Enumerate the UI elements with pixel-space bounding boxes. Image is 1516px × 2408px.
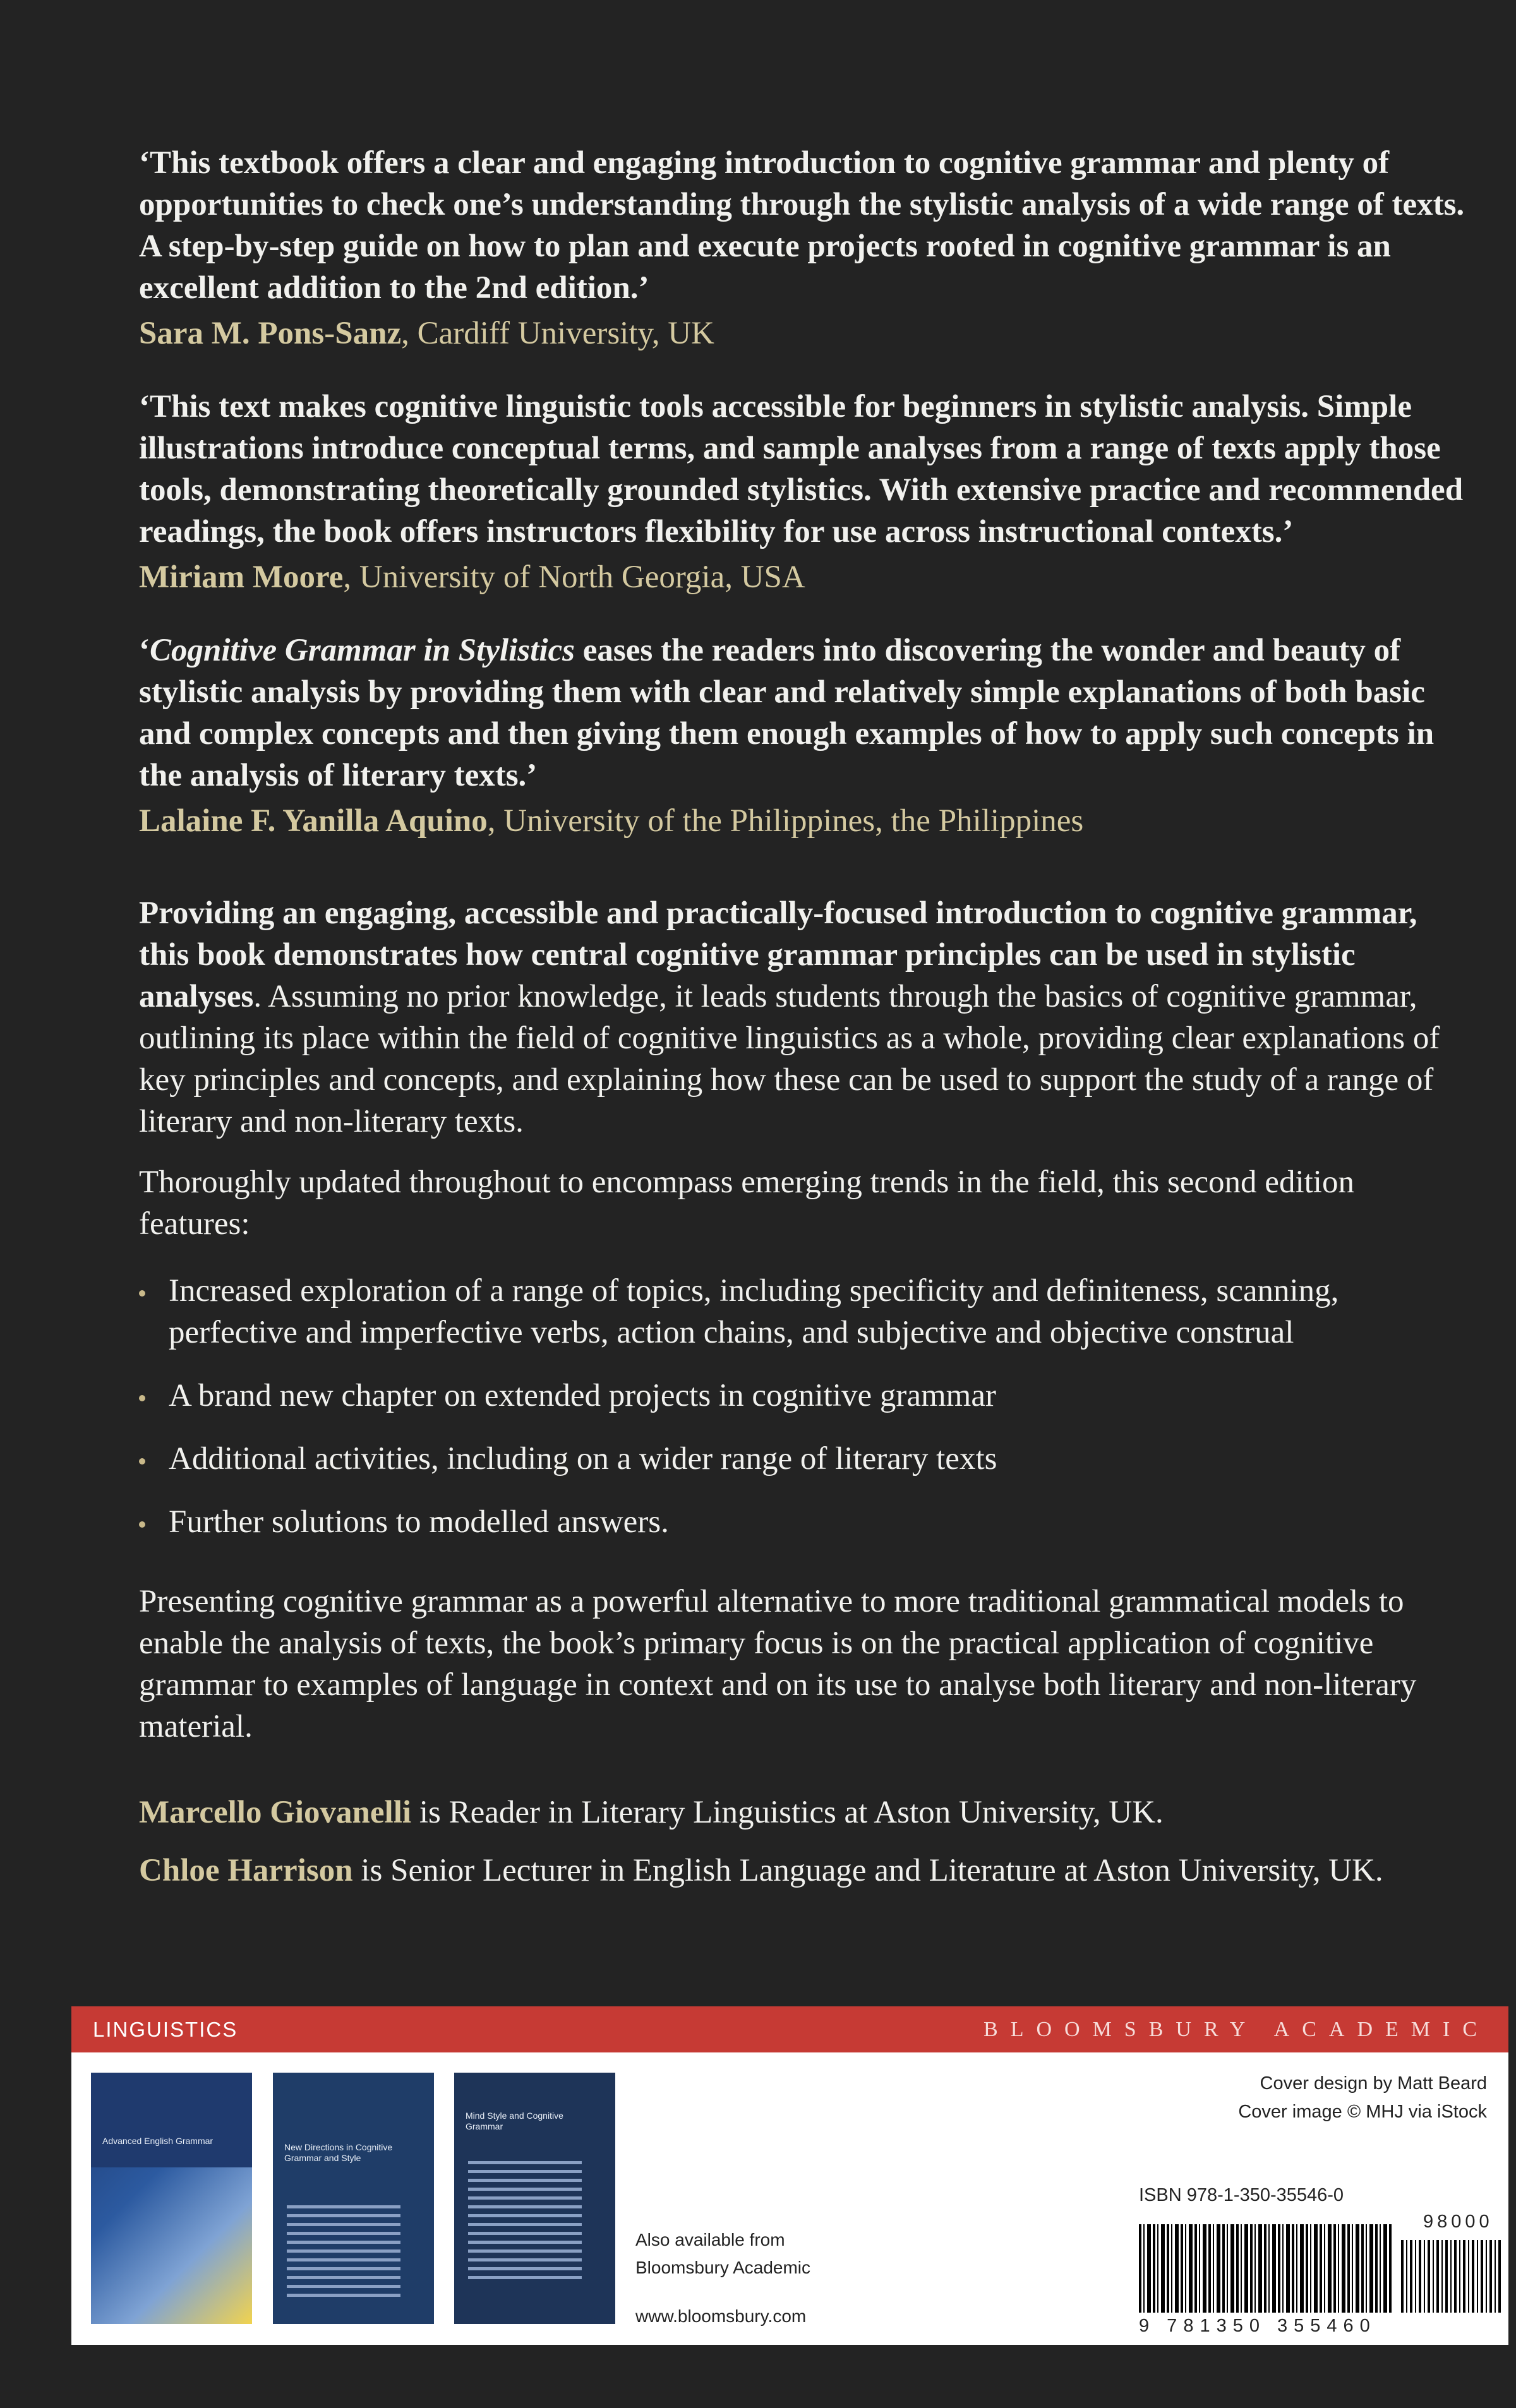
related-book-cover-1 [91, 2073, 252, 2324]
related-book-cover-2 [273, 2073, 434, 2324]
list-item: Increased exploration of a range of topics, including specificity and definiteness, scanning, perfective and imperfective verbs, action chains, and subjective and objective construal [139, 1270, 1465, 1353]
list-item: Further solutions to modelled answers. [139, 1501, 1465, 1543]
list-item: Additional activities, including on a wider range of literary texts [139, 1438, 1465, 1480]
review-quote-2: ‘This text makes cognitive linguistic tools accessible for beginners in stylistic analysis. Simple illustrations introduce conceptual terms, and sample analyses from a range of texts apply those tools, demonstrating theoretically grounded stylistics. With extensive practice and recommended readings, the book offers instructors flexibility for use across instructional contexts.’ [139, 389, 1464, 549]
related-book-title: New Directions in Cognitive Grammar and Style [284, 2142, 393, 2163]
features-list [139, 1270, 1465, 1543]
bullet-icon [139, 1521, 145, 1528]
publisher-panel [71, 2006, 1508, 2345]
barcode-number: 9 781350 355460 [1139, 2316, 1376, 2336]
back-cover-text [139, 142, 1465, 1908]
book-title: Cognitive Grammar in Stylistics [149, 633, 575, 668]
reviewer-affiliation: , Cardiff University, UK [401, 316, 714, 351]
barcode-addon-icon [1401, 2240, 1502, 2313]
description-closing: Presenting cognitive grammar as a powerful alternative to more traditional grammatical models to enable the analysis of texts, the book’s primary focus is on the practical application of cognitive grammar to examples of language in context and on its use to analyse both literary and non-literary material. [139, 1584, 1417, 1744]
review-quote-3: ‘Cognitive Grammar in Stylistics eases the readers into discovering the wonder and beauty of stylistic analysis by providing them with clear and relatively simple explanations of both basic and complex concepts and then giving them enough examples of how to apply such concepts in the analysis of literary texts.’ [139, 633, 1435, 793]
review-attribution-3 [139, 800, 1465, 842]
related-book-cover-3 [454, 2073, 615, 2324]
isbn-label: ISBN 978-1-350-35546-0 [1139, 2185, 1344, 2205]
related-book-title: Advanced English Grammar [102, 2136, 214, 2146]
reviewer-name: Lalaine F. Yanilla Aquino [139, 803, 488, 839]
related-book-title: Mind Style and Cognitive Grammar [466, 2111, 563, 2131]
cover-credits: Cover design by Matt Beard Cover image © MHJ via iStock [1238, 2073, 1487, 2122]
review-attribution-1 [139, 313, 1465, 354]
barcode-addon-number: 98000 [1423, 2212, 1493, 2232]
series-band [71, 2006, 1508, 2052]
reviewer-affiliation: , University of North Georgia, USA [343, 560, 805, 595]
bullet-icon [139, 1395, 145, 1401]
reviewer-affiliation: , University of the Philippines, the Philippines [487, 803, 1084, 839]
also-available-text: Also available from Bloomsbury Academic [635, 2230, 811, 2277]
series-label: LINGUISTICS [93, 2018, 238, 2041]
review-quote-1: ‘This textbook offers a clear and engaging introduction to cognitive grammar and plenty of opportunities to check one’s understanding through the stylistic analysis of a wide range of texts. A step-by-step guide on how to plan and execute projects rooted in cognitive grammar is an excellent addition to the 2nd edition.’ [139, 145, 1465, 306]
review-attribution-2 [139, 556, 1465, 598]
features-intro: Thoroughly updated throughout to encompass emerging trends in the field, this second edition features: [139, 1165, 1354, 1242]
publisher-label: BLOOMSBURY ACADEMIC [984, 2018, 1489, 2041]
list-item: A brand new chapter on extended projects in cognitive grammar [139, 1375, 1465, 1417]
reviewer-name: Sara M. Pons-Sanz [139, 316, 402, 351]
website-link: www.bloomsbury.com [635, 2306, 807, 2326]
description-intro: Providing an engaging, accessible and practically-focused introduction to cognitive grammar, this book demonstrates how central cognitive grammar principles can be used in stylistic analyses. Assuming no prior knowledge, it leads students through the basics of cognitive grammar, outlining its place within the field of cognitive linguistics as a whole, providing clear explanations of key principles and concepts, and explaining how these can be used to support the study of a range of literary and non-literary texts. [139, 896, 1440, 1139]
author-bio-2: Chloe Harrison is Senior Lecturer in English Language and Literature at Aston University, UK. [139, 1853, 1383, 1888]
bullet-icon [139, 1290, 145, 1297]
barcode-icon [1139, 2224, 1392, 2313]
author-bio-1: Marcello Giovanelli is Reader in Literary Linguistics at Aston University, UK. [139, 1795, 1164, 1830]
reviewer-name: Miriam Moore [139, 560, 344, 595]
bullet-icon [139, 1458, 145, 1465]
